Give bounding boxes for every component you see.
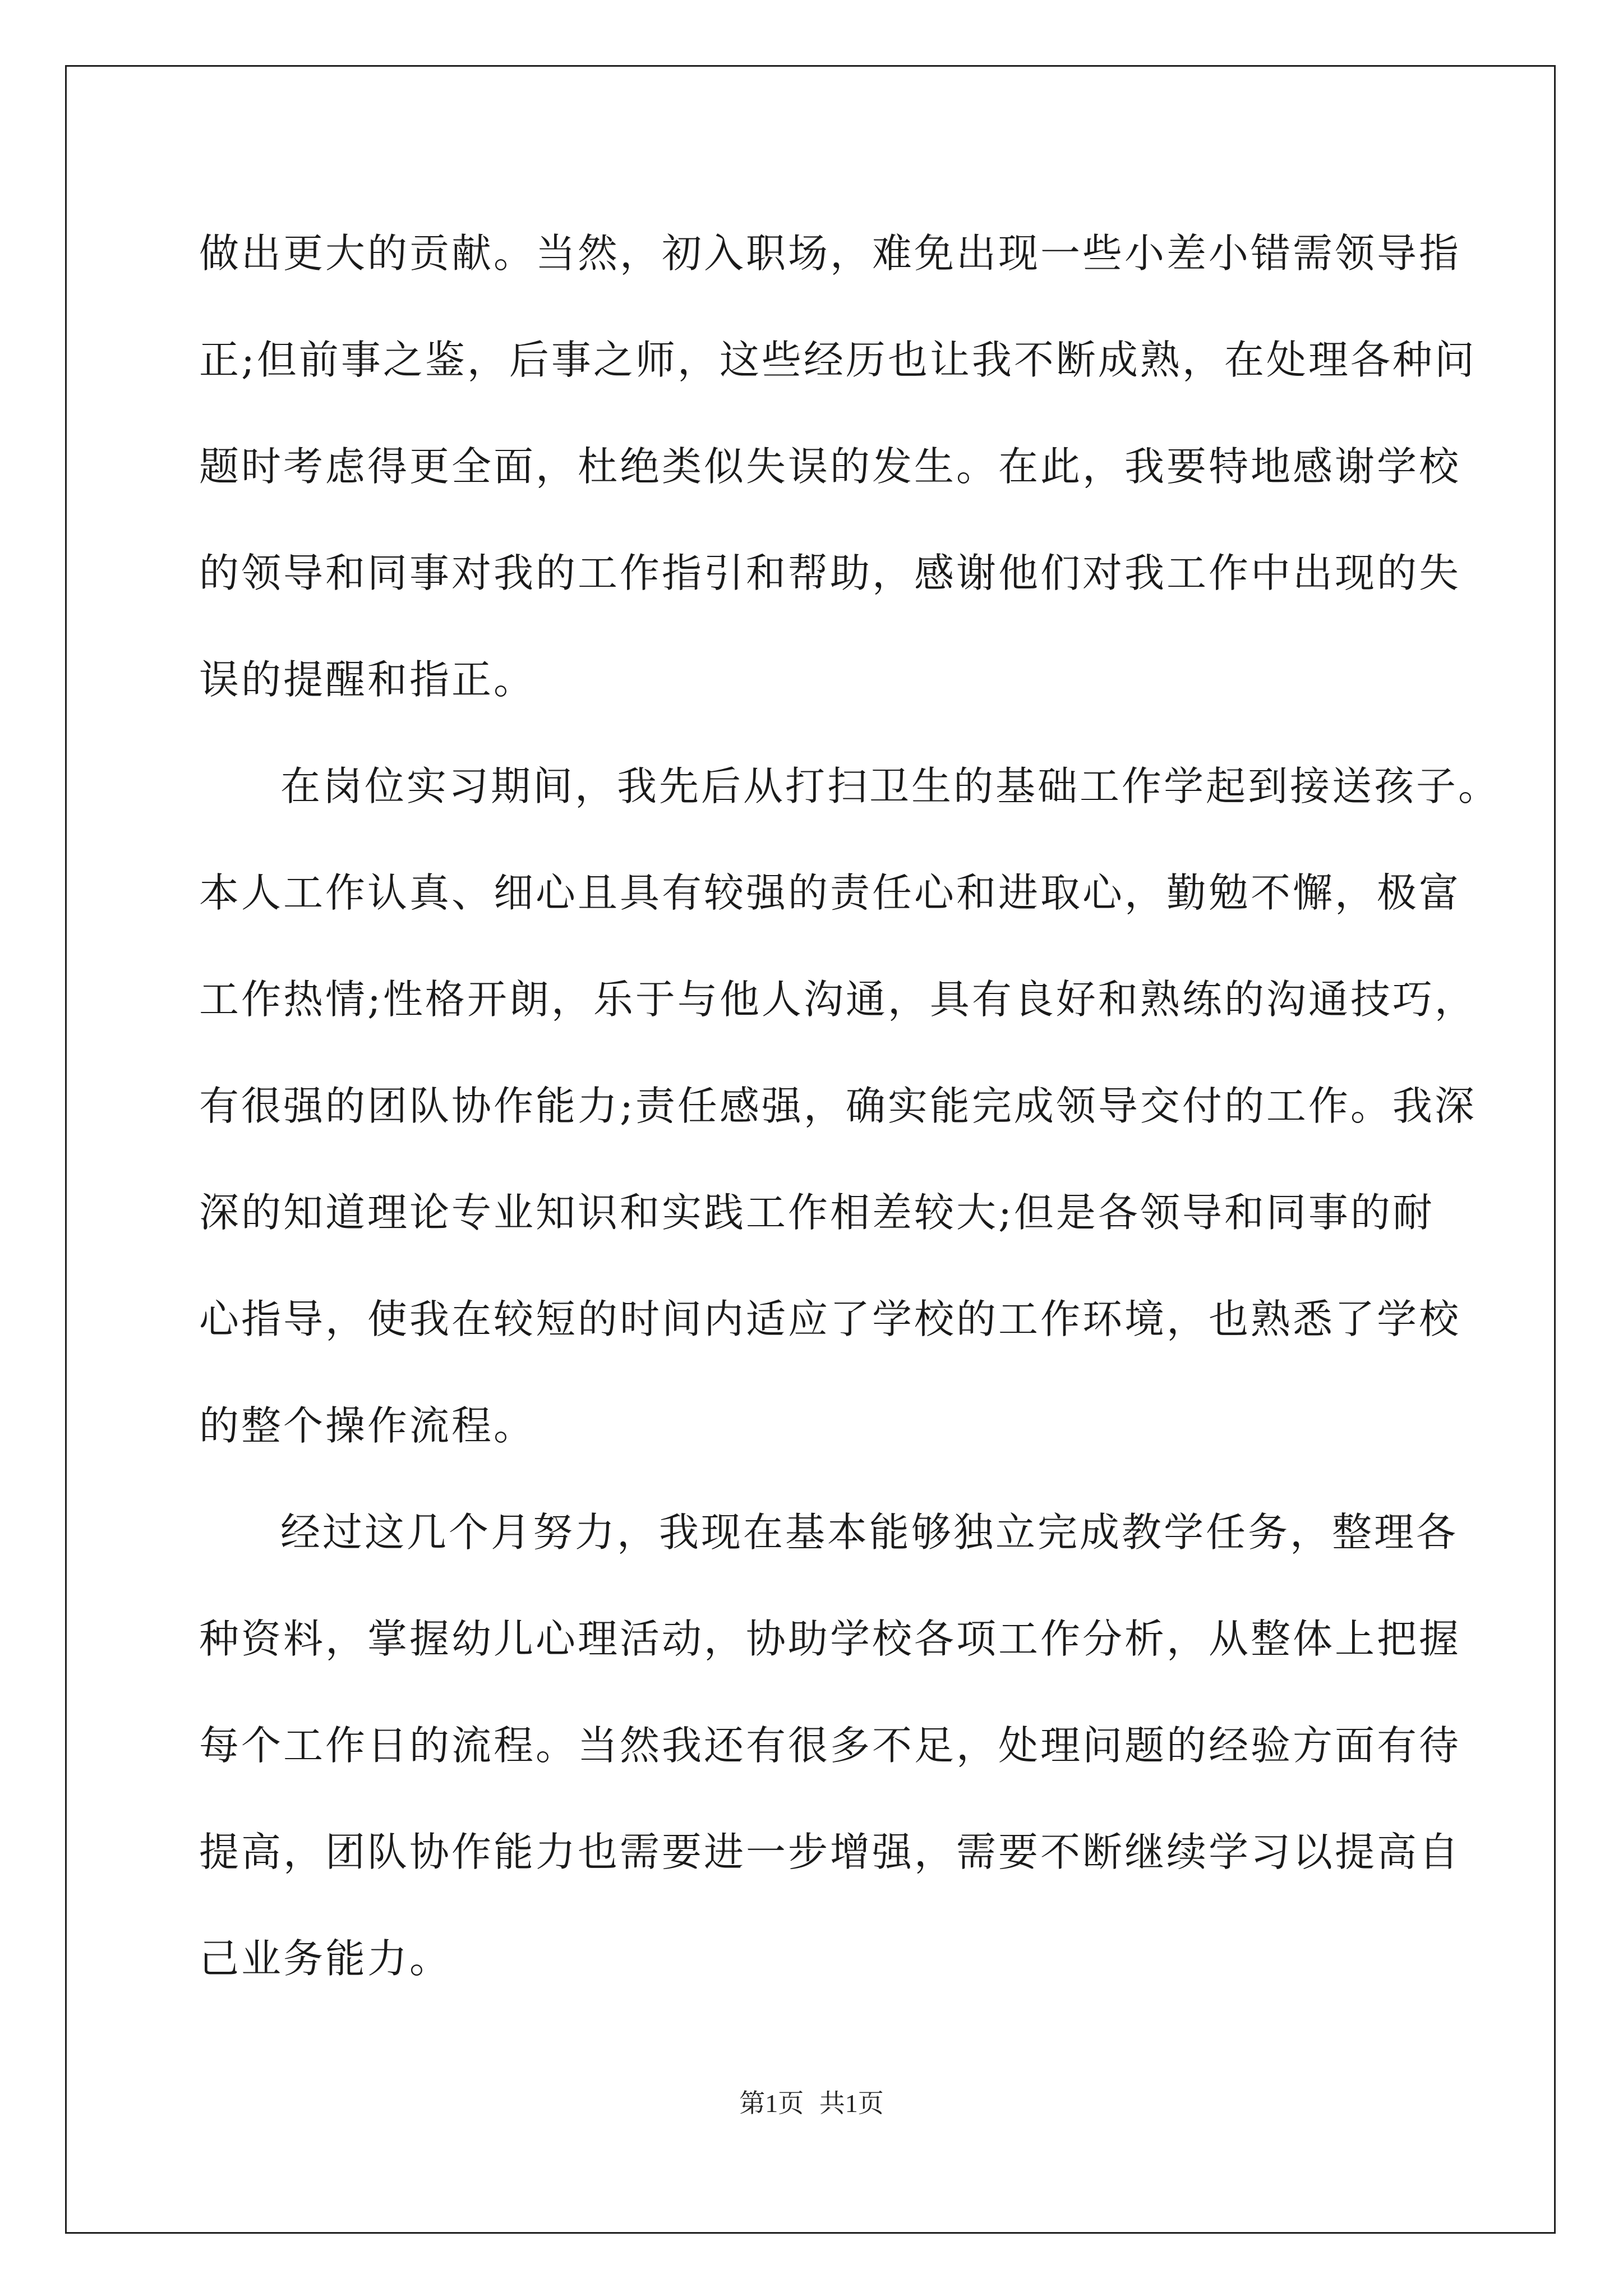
text-line: 种资料，掌握幼儿心理活动，协助学校各项工作分析，从整体上把握 — [199, 1616, 1461, 1662]
text-line: 的整个操作流程。 — [199, 1402, 536, 1449]
text-line: 有很强的团队协作能力;责任感强，确实能完成领导交付的工作。我深 — [199, 1083, 1477, 1129]
text-line: 每个工作日的流程。当然我还有很多不足，处理问题的经验方面有待 — [199, 1722, 1461, 1769]
page-number: 第1页 — [739, 2089, 804, 2118]
page-total: 共1页 — [819, 2089, 884, 2118]
page-border — [65, 65, 1556, 2234]
text-line: 本人工作认真、细心且具有较强的责任心和进取心，勤勉不懈，极富 — [199, 869, 1461, 916]
text-line: 正;但前事之鉴，后事之师，这些经历也让我不断成熟，在处理各种问 — [199, 337, 1477, 383]
text-line: 在岗位实习期间，我先后从打扫卫生的基础工作学起到接送孩子。 — [280, 763, 1501, 809]
text-line: 做出更大的贡献。当然，初入职场，难免出现一些小差小错需领导指 — [199, 230, 1461, 277]
text-line: 误的提醒和指正。 — [199, 656, 536, 703]
text-line: 题时考虑得更全面，杜绝类似失误的发生。在此，我要特地感谢学校 — [199, 443, 1461, 490]
text-line: 心指导，使我在较短的时间内适应了学校的工作环境，也熟悉了学校 — [199, 1296, 1461, 1342]
text-line: 提高，团队协作能力也需要进一步增强，需要不断继续学习以提高自 — [199, 1829, 1461, 1875]
text-line: 深的知道理论专业知识和实践工作相差较大;但是各领导和同事的耐 — [199, 1189, 1435, 1236]
page-footer — [0, 2087, 1623, 2120]
text-line: 的领导和同事对我的工作指引和帮助，感谢他们对我工作中出现的失 — [199, 550, 1461, 596]
text-line: 己业务能力。 — [199, 1935, 452, 1982]
text-line: 经过这几个月努力，我现在基本能够独立完成教学任务，整理各 — [280, 1509, 1459, 1556]
text-line: 工作热情;性格开朗，乐于与他人沟通，具有良好和熟练的沟通技巧， — [199, 976, 1477, 1023]
